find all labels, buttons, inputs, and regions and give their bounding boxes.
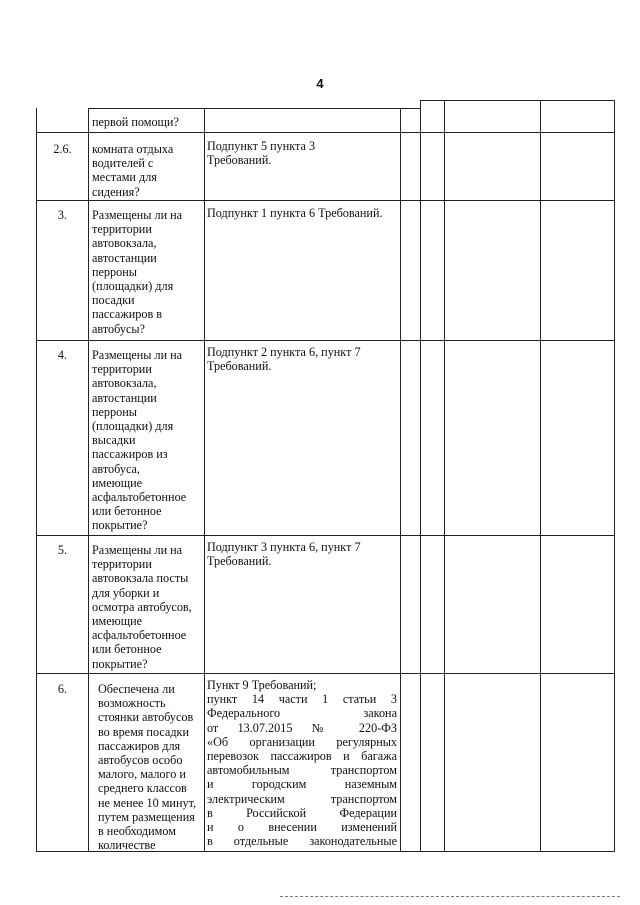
scan-edge-mark [280,896,620,897]
table-cell-number: 3. [57,208,68,222]
reference-line: электрическим транспортом [207,791,397,806]
table-cell-question: Обеспечена ли возможность стоянки автобусов во время посадки пассажиров для автобусов особо малого, малого и среднего классов не менее 10 минут, путем размещения в необходимом количестве [98,682,197,853]
table-cell-question: Размещены ли на территории автовокзала, автостанции перроны (площадки) для посадки пассажиров в автобусы? [92,208,183,336]
table-row-divider [36,340,615,341]
table-cell-reference: Подпункт 3 пункта 6, пункт 7 Требований. [207,540,361,569]
reference-line: «Об организации регулярных [207,734,397,749]
table-cell-number: 6. [57,682,68,696]
reference-line: Федерального закона [207,706,397,721]
reference-line: в Российской Федерации [207,805,397,820]
table-column-divider [420,100,421,852]
table-border-top [88,108,420,109]
table-cell-number: 2.6. [53,142,72,156]
table-cell-number: 5. [57,543,68,557]
reference-line: и о внесении изменений [207,820,397,835]
table-cell-reference: Подпункт 5 пункта 3 Требований. [207,139,316,168]
table-cell-question: Размещены ли на территории автовокзала посты для уборки и осмотра автобусов, имеющие асфальтобетонное или бетонное покрытие? [92,543,192,671]
table-column-divider [540,100,541,852]
table-row-divider [36,132,615,133]
table-column-divider [400,108,401,852]
reference-line: в отдельные законодательные [207,834,397,849]
table-border-right [614,100,615,852]
table-column-divider [88,108,89,852]
table-cell-number: 4. [57,348,68,362]
table-cell-reference [207,678,397,848]
reference-line: автомобильным транспортом [207,763,397,778]
table-cell-question: комната отдыха водителей с местами для сидения? [92,142,174,199]
page-number: 4 [316,76,324,91]
table-row-divider [36,535,615,536]
table-column-divider [444,100,445,852]
table-cell-reference: Подпункт 1 пункта 6 Требований. [207,206,383,220]
reference-line: перевозок пассажиров и багажа [207,749,397,764]
reference-line: и городским наземным [207,777,397,792]
reference-line: Пункт 9 Требований; [207,678,317,692]
reference-line: пункт 14 части 1 статьи 3 [207,692,397,707]
table-cell-question: Размещены ли на территории автовокзала, автостанции перроны (площадки) для высадки пассажиров из автобуса, имеющие асфальтобетонное или бетонное покрытие? [92,348,187,533]
table-row-divider [36,673,615,674]
reference-line: от 13.07.2015 № 220-ФЗ [207,720,397,735]
table-row-divider [36,200,615,201]
table-cell-reference: Подпункт 2 пункта 6, пункт 7 Требований. [207,345,361,374]
table-border-top [420,100,615,101]
table-cell-question: первой помощи? [92,115,179,129]
